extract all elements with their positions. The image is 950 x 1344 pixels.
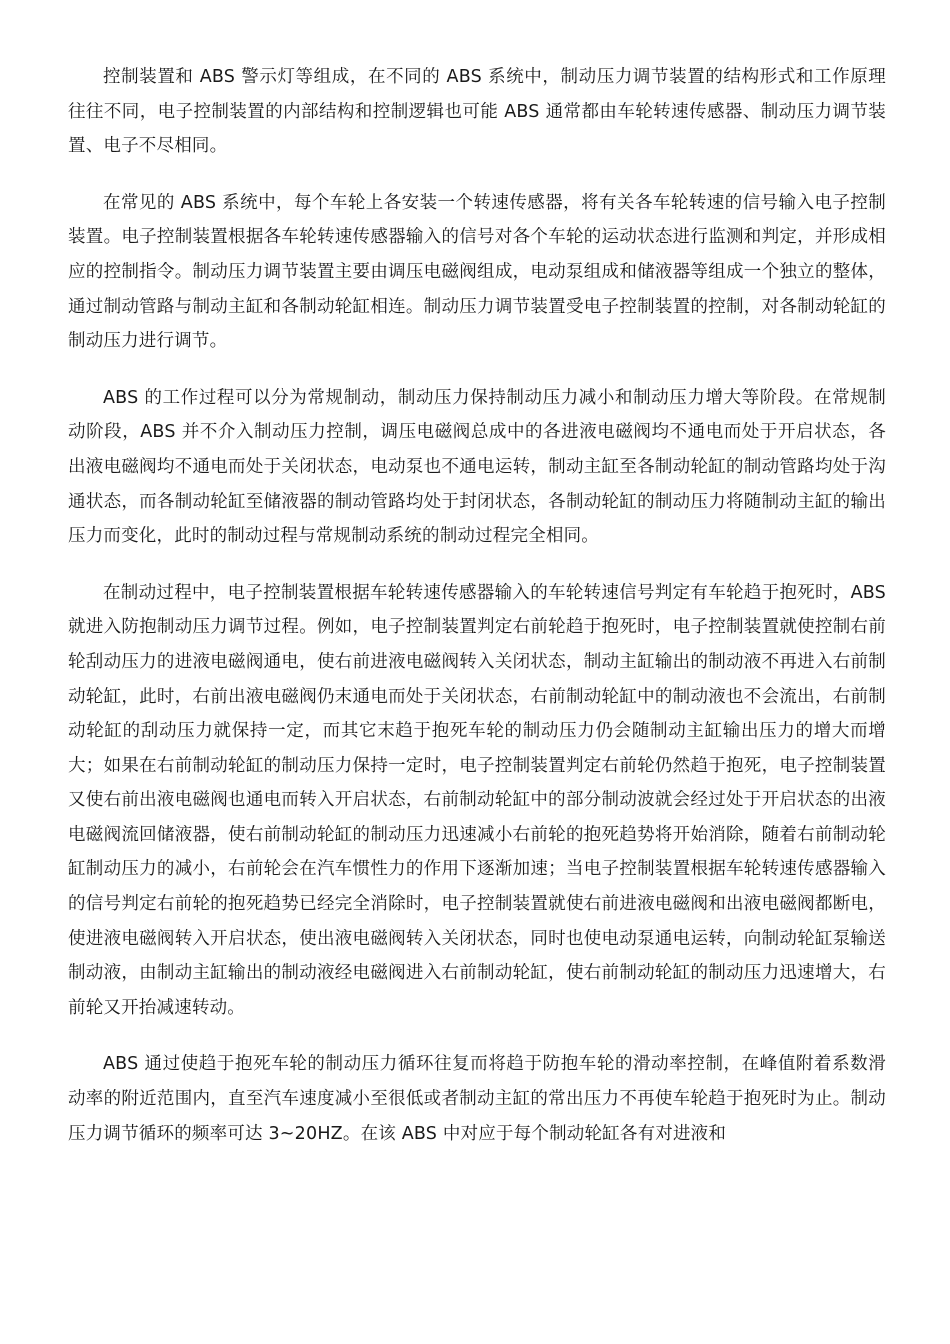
document-page (68, 60, 886, 1173)
paragraph-abs-working-stages: ABS 的工作过程可以分为常规制动，制动压力保持制动压力减小和制动压力增大等阶段。在常规制动阶段，ABS 并不介入制动压力控制，调压电磁阀总成中的各进液电磁阀均不通电而处于开启状态，各出液电磁阀均不通电而处于关闭状态，电动泵也不通电运转，制动主缸至各制动轮缸的制动管路均处于沟通状态，而各制动轮缸至储液器的制动管路均处于封闭状态，各制动轮缸的制动压力将随制动主缸的输出压力而变化，此时的制动过程与常规制动系统的制动过程完全相同。 (68, 387, 886, 547)
paragraph-abs-pressure-regulation: 在制动过程中，电子控制装置根据车轮转速传感器输入的车轮转速信号判定有车轮趋于抱死时，ABS 就进入防抱制动压力调节过程。例如，电子控制装置判定右前轮趋于抱死时，电子控制装置就使控制右前轮刮动压力的进液电磁阀通电，使右前进液电磁阀转入关闭状态，制动主缸输出的制动液不再进入右前制动轮缸，此时，右前出液电磁阀仍末通电而处于关闭状态，右前制动轮缸中的制动液也不会流出，右前制动轮缸的刮动压力就保持一定，而其它末趋于抱死车轮的制动压力仍会随制动主缸输出压力的增大而增大；如果在右前制动轮缸的制动压力保持一定时，电子控制装置判定右前轮仍然趋于抱死，电子控制装置又使右前出液电磁阀也通电而转入开启状态，右前制动轮缸中的部分制动波就会经过处于开启状态的出液电磁阀流回储液器，使右前制动轮缸的制动压力迅速减小右前轮的抱死趋势将开始消除，随着右前制动轮缸制动压力的减小，右前轮会在汽车惯性力的作用下逐渐加速；当电子控制装置根据车轮转速传感器输入的信号判定右前轮的抱死趋势已经完全消除时，电子控制装置就使右前进液电磁阀和出液电磁阀都断电，使进液电磁阀转入开启状态，使出液电磁阀转入关闭状态，同时也使电动泵通电运转，向制动轮缸泵输送制动液，由制动主缸输出的制动液经电磁阀进入右前制动轮缸，使右前制动轮缸的制动压力迅速增大，右前轮又开抬减速转动。 (68, 582, 886, 1018)
paragraph-abs-components: 控制装置和 ABS 警示灯等组成，在不同的 ABS 系统中，制动压力调节装置的结构形式和工作原理往往不同，电子控制装置的内部结构和控制逻辑也可能 ABS 通常都由车轮转速传感器、制动压力调节装置、电子不尽相同。 (68, 67, 886, 157)
paragraph-abs-system-sensors: 在常见的 ABS 系统中，每个车轮上各安装一个转速传感器，将有关各车轮转速的信号输入电子控制装置。电子控制装置根据各车轮转速传感器输入的信号对各个车轮的运动状态进行监测和判定，并形成相应的控制指令。制动压力调节装置主要由调压电磁阀组成，电动泵组成和储液器等组成一个独立的整体，通过制动管路与制动主缸和各制动轮缸相连。制动压力调节装置受电子控制装置的控制，对各制动轮缸的制动压力进行调节。 (68, 192, 886, 352)
paragraph-abs-cycle-frequency: ABS 通过使趋于抱死车轮的制动压力循环往复而将趋于防抱车轮的滑动率控制，在峰值附着系数滑动率的附近范围内，直至汽车速度减小至很低或者制动主缸的常出压力不再使车轮趋于抱死时为止。制动压力调节循环的频率可达 3~20HZ。在该 ABS 中对应于每个制动轮缸各有对进液和 (68, 1054, 886, 1144)
